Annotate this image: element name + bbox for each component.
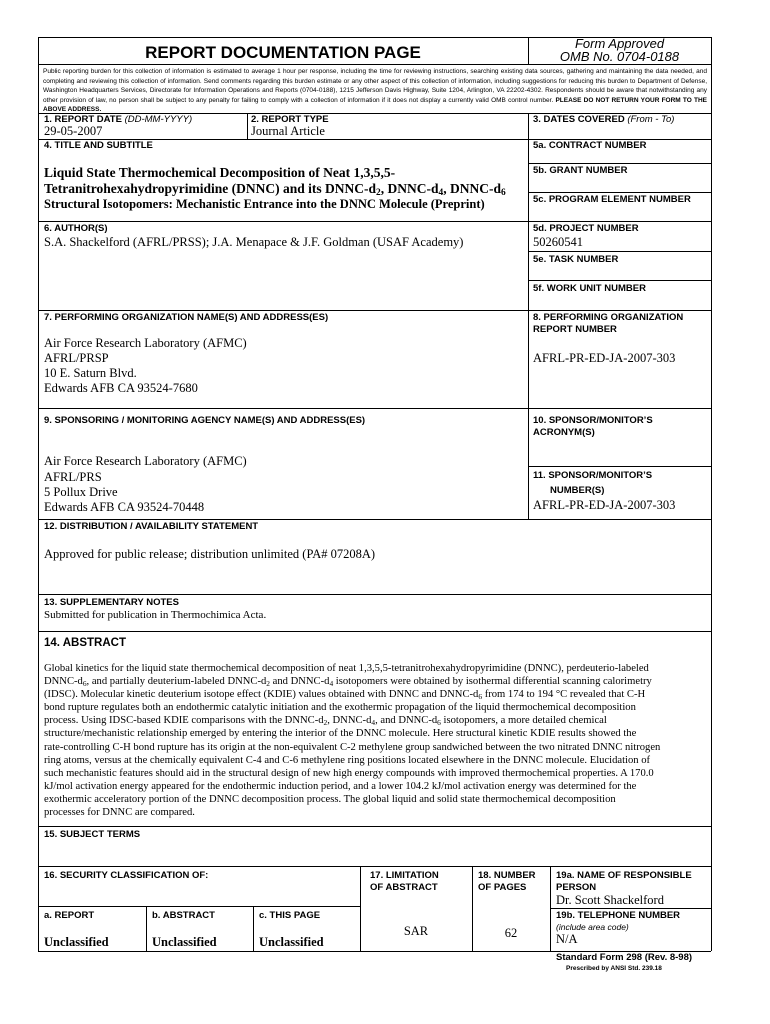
page-title: REPORT DOCUMENTATION PAGE xyxy=(145,43,421,62)
abstract-class-value: Unclassified xyxy=(152,935,217,949)
performing-report-label: 8. PERFORMING ORGANIZATION xyxy=(533,312,684,323)
project-number-label: 5d. PROJECT NUMBER xyxy=(533,223,639,234)
sponsor-number-label-2: NUMBER(S) xyxy=(550,485,605,496)
performing-org-line: Air Force Research Laboratory (AFMC) xyxy=(44,336,247,350)
report-class-value: Unclassified xyxy=(44,935,109,949)
authors-value: S.A. Shackelford (AFRL/PRSS); J.A. Menapace & J.F. Goldman (USAF Academy) xyxy=(44,235,464,249)
distribution-value: Approved for public release; distribution unlimited (PA# 07208A) xyxy=(44,547,376,561)
abstract-class-label: b. ABSTRACT xyxy=(152,910,215,921)
title-line-3: Structural Isotopomers: Mechanistic Entrance into the DNNC Molecule (Preprint) xyxy=(44,197,485,211)
abstract-text: Global kinetics for the liquid state thermochemical decomposition of neat 1,3,5,5-tetranitrohexahydropyrimidine (DNNC), perdeuterio-labeled DNNC-$d_6$, and partially deuterium-labeled DNNC-$d_2$ and DNNC-$d_4$ isotopomers were obtained by isothermal differential scanning calorimetry (IDSC). Molecular kinetic deuterium isotope effect (KDIE) values obtained with DNNC and DNNC-$d_6$ from 174 to 194 °C revealed that C-H bond rupture regulates both an endothermic catalytic initiation and the exothermic propagation of the liquid thermochemical decomposition process. Using IDSC-based KDIE comparisons with the DNNC-$d_2$, DNNC-$d_4$, and DNNC-$d_6$ isotopomers, a more detailed chemical structure/mechanistic relationship emerged by entering the interior of the DNNC molecule. Here structural kinetic KDIE results showed the rate-controlling C-H bond rupture has its origin at the non-equivalent C-2 methylene group sandwiched between the two nitrated DNNC nitrogen ring atoms, versus at the chemically equivalent C-4 and C-6 methylene ring positions located elsewhere in the DNNC molecule. Elucidation of such mechanistic features should aid in the structural design of new high energy compounds with improved thermochemical properties. A 170.0 kJ/mol activation energy appeared for the endothermic induction period, and a lower 104.2 kJ/mol activation energy was determined for the exothermic acceleratory portion of the DNNC decomposition process. The global liquid and solid state thermochemical decomposition processes for DNNC are compared. xyxy=(44,663,661,819)
sponsoring-agency-line: 5 Pollux Drive xyxy=(44,485,118,499)
title-line-1: Liquid State Thermochemical Decomposition of Neat 1,3,5,5- xyxy=(44,165,396,180)
performing-report-label-2: REPORT NUMBER xyxy=(533,324,617,335)
security-classification-label: 16. SECURITY CLASSIFICATION OF: xyxy=(44,870,209,881)
prescribed-by: Prescribed by ANSI Std. 239.18 xyxy=(566,965,662,972)
sponsor-number-label: 11. SPONSOR/MONITOR’S xyxy=(533,470,653,481)
supplementary-notes-label: 13. SUPPLEMENTARY NOTES xyxy=(44,597,179,608)
telephone-hint: (include area code) xyxy=(556,922,629,932)
abstract-label: 14. ABSTRACT xyxy=(44,637,126,649)
sponsor-number-value: AFRL-PR-ED-JA-2007-303 xyxy=(533,498,676,512)
performing-org-line: AFRL/PRSP xyxy=(44,351,109,365)
limitation-label: 17. LIMITATION xyxy=(370,870,439,881)
work-unit-label: 5f. WORK UNIT NUMBER xyxy=(533,283,646,294)
responsible-person-value: Dr. Scott Shackelford xyxy=(556,893,664,907)
sponsoring-agency-line: Air Force Research Laboratory (AFMC) xyxy=(44,454,247,468)
sponsoring-agency-line: Edwards AFB CA 93524-70448 xyxy=(44,500,205,514)
grant-number-label: 5b. GRANT NUMBER xyxy=(533,165,628,176)
sponsoring-agency-label: 9. SPONSORING / MONITORING AGENCY NAME(S) AND ADDRESS(ES) xyxy=(44,415,366,426)
subject-terms-label: 15. SUBJECT TERMS xyxy=(44,829,141,840)
performing-report-number: AFRL-PR-ED-JA-2007-303 xyxy=(533,351,676,365)
form-approved-label: Form Approved xyxy=(574,36,665,51)
performing-org-line: Edwards AFB CA 93524-7680 xyxy=(44,381,198,395)
telephone-label: 19b. TELEPHONE NUMBER xyxy=(556,910,681,921)
dates-covered-label: 3. DATES COVERED (From - To) xyxy=(533,114,675,125)
report-type-value: Journal Article xyxy=(251,124,325,138)
responsible-person-label-2: PERSON xyxy=(556,882,597,893)
distribution-label: 12. DISTRIBUTION / AVAILABILITY STATEMENT xyxy=(44,521,259,532)
burden-warning: PLEASE DO NOT RETURN YOUR FORM TO THE ABOVE ADDRESS. xyxy=(43,96,707,113)
number-of-pages-value: 62 xyxy=(504,926,518,940)
project-number-value: 50260541 xyxy=(533,235,583,249)
task-number-label: 5e. TASK NUMBER xyxy=(533,254,619,265)
standard-form-number: Standard Form 298 (Rev. 8-98) xyxy=(556,952,693,963)
burden-text: Public reporting burden for this collection of information is estimated to average 1 hour per response, including the time for reviewing instructions, searching existing data sources, gathering and maintaining the data needed, and completing and reviewing this collection of information. Send comments regarding this burden estimate or any other aspect of this collection of information, including suggestions for reducing this burden to Department of Defense, Washington Headquarters Services, Directorate for Information Operations and Reports (0704-0188), 1215 Jefferson Davis Highway, Suite 1204, Arlington, VA 22202-4302. Respondents should be aware that notwithstanding any other provision of law, no person shall be subject to any penalty for failing to comply with a collection of information if it does not display a currently valid OMB control number. xyxy=(43,68,707,104)
number-of-pages-label-2: OF PAGES xyxy=(478,882,527,893)
responsible-person-label: 19a. NAME OF RESPONSIBLE xyxy=(556,870,692,881)
supplementary-notes-value: Submitted for publication in Thermochimica Acta. xyxy=(44,609,267,621)
telephone-value: N/A xyxy=(556,932,578,946)
report-class-label: a. REPORT xyxy=(44,910,95,921)
sponsoring-agency-line: AFRL/PRS xyxy=(44,470,102,484)
this-page-class-value: Unclassified xyxy=(259,935,324,949)
performing-org-label: 7. PERFORMING ORGANIZATION NAME(S) AND ADDRESS(ES) xyxy=(44,312,329,323)
authors-label: 6. AUTHOR(S) xyxy=(44,223,108,234)
omb-number: OMB No. 0704-0188 xyxy=(559,49,680,64)
sponsor-acronym-label: 10. SPONSOR/MONITOR’S xyxy=(533,415,653,426)
title-label: 4. TITLE AND SUBTITLE xyxy=(44,140,153,151)
contract-number-label: 5a. CONTRACT NUMBER xyxy=(533,140,647,151)
report-date-value: 29-05-2007 xyxy=(44,124,103,138)
performing-org-line: 10 E. Saturn Blvd. xyxy=(44,366,137,380)
program-element-label: 5c. PROGRAM ELEMENT NUMBER xyxy=(533,194,691,205)
number-of-pages-label: 18. NUMBER xyxy=(478,870,536,881)
report-type-label: 2. REPORT TYPE xyxy=(251,114,329,125)
report-date-label: 1. REPORT DATE (DD-MM-YYYY) xyxy=(44,114,193,125)
this-page-class-label: c. THIS PAGE xyxy=(259,910,321,921)
burden-statement xyxy=(43,67,707,115)
limitation-value: SAR xyxy=(403,924,429,938)
limitation-label-2: OF ABSTRACT xyxy=(370,882,438,893)
title-line-2: Tetranitrohexahydropyrimidine (DNNC) and its DNNC-$d_2$, DNNC-$d_4$, DNNC-$d_6$ xyxy=(44,181,506,198)
sponsor-acronym-label-2: ACRONYM(S) xyxy=(533,427,595,438)
